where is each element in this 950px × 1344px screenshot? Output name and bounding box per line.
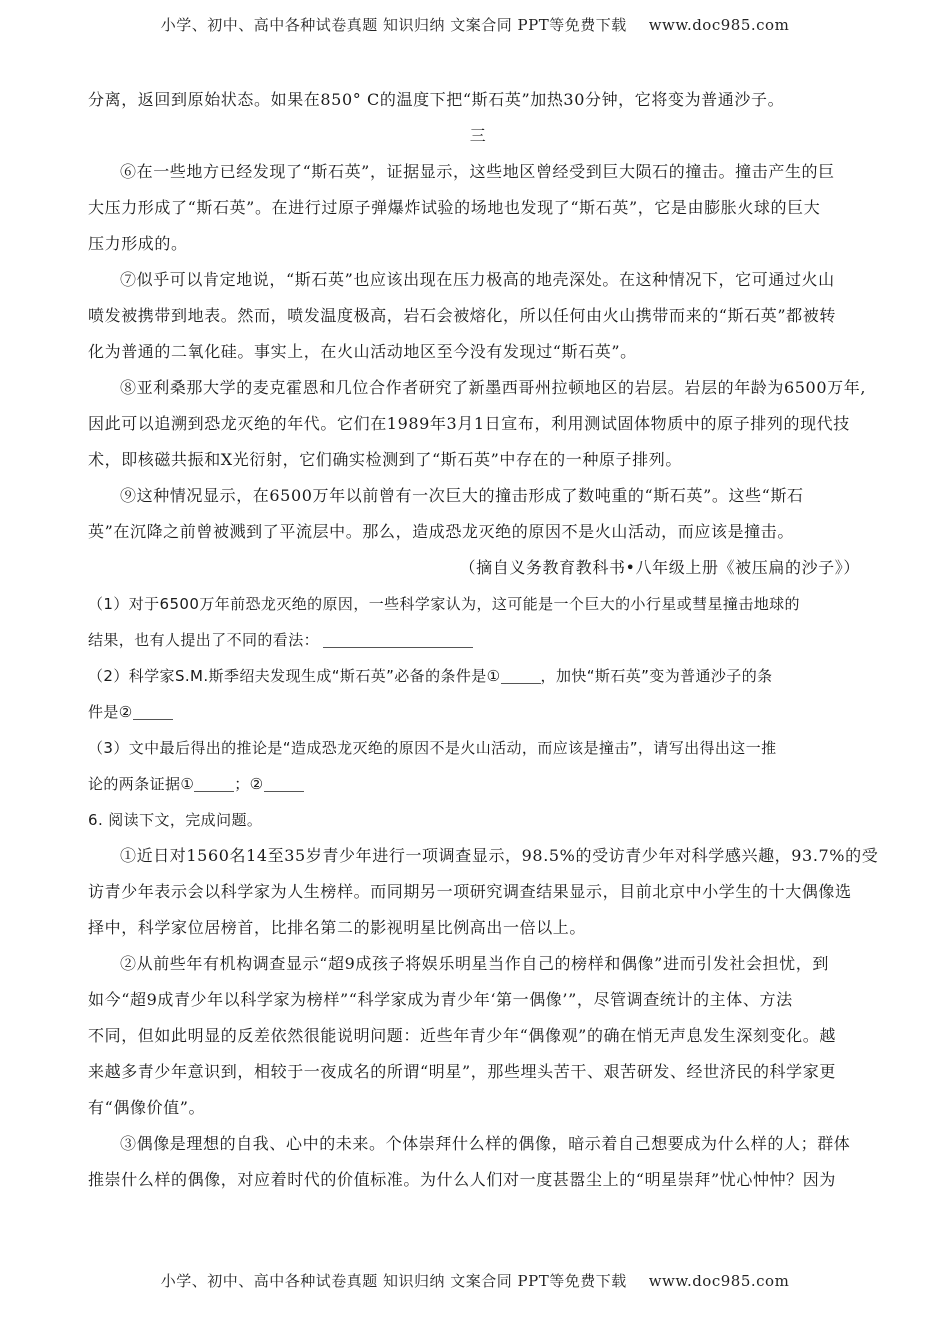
paragraph-8-line: ⑧亚利桑那大学的麦克霍恩和几位合作者研究了新墨西哥州拉顿地区的岩层。岩层的年龄为6500万年,: [120, 378, 867, 397]
part-6-paragraph-1-line: 访青少年表示会以科学家为人生榜样。而同期另一项研究调查结果显示，目前北京中小学生的十大偶像选: [88, 882, 852, 901]
part-6-paragraph-2-line: 如今“超9成青少年以科学家为榜样”“科学家成为青少年‘第一偶像’”，尽管调查统计的主体、方法: [88, 990, 793, 1009]
question-2-prompt-a: （2）科学家S.M.斯季绍夫发现生成“斯石英”必备的条件是①: [88, 667, 501, 685]
question-3-prompt-b: ；②: [234, 775, 264, 793]
answer-blank-2a[interactable]: [501, 667, 541, 684]
paragraph-9-line: ⑨这种情况显示，在6500万年以前曾有一次巨大的撞击形成了数吨重的“斯石英”。这些“斯石: [120, 486, 804, 505]
paragraph-6-line: 压力形成的。: [88, 234, 188, 253]
paragraph-9-line: 英”在沉降之前曾被溅到了平流层中。那么，造成恐龙灭绝的原因不是火山活动，而应该是撞击。: [88, 522, 794, 541]
paragraph-line: 分离，返回到原始状态。如果在850° C的温度下把“斯石英”加热30分钟，它将变为普通沙子。: [88, 90, 785, 109]
part-6-paragraph-3-line: ③偶像是理想的自我、心中的未来。个体崇拜什么样的偶像，暗示着自己想要成为什么样的人；群体: [120, 1134, 851, 1153]
page-header: [0, 14, 950, 35]
part-6-paragraph-2-line: ②从前些年有机构调查显示“超9成孩子将娱乐明星当作自己的榜样和偶像”进而引发社会担忧，到: [120, 954, 829, 973]
question-3-answer-line: [88, 766, 868, 802]
part-6-paragraph-2-line: 来越多青少年意识到，相较于一夜成名的所谓“明星”，那些埋头苦干、艰苦研发、经世济民的科学家更: [88, 1062, 836, 1081]
footer-text: 小学、初中、高中各种试卷真题 知识归纳 文案合同 PPT等免费下载: [160, 1272, 627, 1290]
paragraph-7-line: ⑦似乎可以肯定地说，“斯石英”也应该出现在压力极高的地壳深处。在这种情况下，它可通过火山: [120, 270, 835, 289]
document-body: [88, 82, 879, 1198]
footer-site-link[interactable]: www.doc985.com: [648, 1272, 790, 1290]
paragraph-6-line: ⑥在一些地方已经发现了“斯石英”，证据显示，这些地区曾经受到巨大陨石的撞击。撞击产生的巨: [120, 162, 835, 181]
question-1-answer-line: [88, 622, 868, 658]
paragraph-7-line: 喷发被携带到地表。然而，喷发温度极高，岩石会被熔化，所以任何由火山携带而来的“斯石英”都被转: [88, 306, 836, 325]
part-6-title: 6. 阅读下文，完成问题。: [88, 811, 263, 829]
page-footer: [0, 1270, 950, 1291]
part-6-paragraph-2-line: 有“偶像价值”。: [88, 1098, 206, 1117]
question-2-answer-line: [88, 694, 868, 730]
answer-blank-1[interactable]: [323, 631, 473, 648]
question-2-prompt-b: ，加快“斯石英”变为普通沙子的条: [540, 667, 773, 685]
answer-blank-3a[interactable]: [194, 775, 234, 792]
header-text: 小学、初中、高中各种试卷真题 知识归纳 文案合同 PPT等免费下载: [160, 16, 627, 34]
header-site-link[interactable]: www.doc985.com: [648, 16, 790, 34]
question-2-line: [88, 658, 868, 694]
part-6-paragraph-1-line: ①近日对1560名14至35岁青少年进行一项调查显示，98.5%的受访青少年对科学感兴趣，93.7%的受: [120, 846, 879, 865]
answer-blank-2b[interactable]: [133, 703, 173, 720]
question-1-prompt: 结果，也有人提出了不同的看法：: [88, 631, 320, 649]
answer-blank-3b[interactable]: [264, 775, 304, 792]
paragraph-6-line: 大压力形成了“斯石英”。在进行过原子弹爆炸试验的场地也发现了“斯石英”，它是由膨胀火球的巨大: [88, 198, 821, 217]
source-citation: （摘自义务教育教科书•八年级上册《被压扁的沙子》）: [459, 558, 860, 577]
question-2-prompt-c: 件是②: [88, 703, 133, 721]
question-3-prompt-a: 论的两条证据①: [88, 775, 195, 793]
paragraph-8-line: 术，即核磁共振和X光衍射，它们确实检测到了“斯石英”中存在的一种原子排列。: [88, 450, 682, 469]
paragraph-8-line: 因此可以追溯到恐龙灭绝的年代。它们在1989年3月1日宣布，利用测试固体物质中的原子排列的现代技: [88, 414, 850, 433]
part-6-paragraph-3-line: 推崇什么样的偶像，对应着时代的价值标准。为什么人们对一度甚嚣尘上的“明星崇拜”忧心忡忡？因为: [88, 1170, 836, 1189]
part-6-paragraph-1-line: 择中，科学家位居榜首，比排名第二的影视明星比例高出一倍以上。: [88, 918, 587, 937]
part-6-paragraph-2-line: 不同，但如此明显的反差依然很能说明问题：近些年青少年“偶像观”的确在悄无声息发生深刻变化。越: [88, 1026, 836, 1045]
question-1-line: （1）对于6500万年前恐龙灭绝的原因，一些科学家认为，这可能是一个巨大的小行星或彗星撞击地球的: [88, 595, 800, 613]
question-3-line: （3）文中最后得出的推论是“造成恐龙灭绝的原因不是火山活动，而应该是撞击”，请写出得出这一推: [88, 739, 777, 757]
section-heading: 三: [469, 126, 487, 145]
paragraph-7-line: 化为普通的二氧化硅。事实上，在火山活动地区至今没有发现过“斯石英”。: [88, 342, 637, 361]
